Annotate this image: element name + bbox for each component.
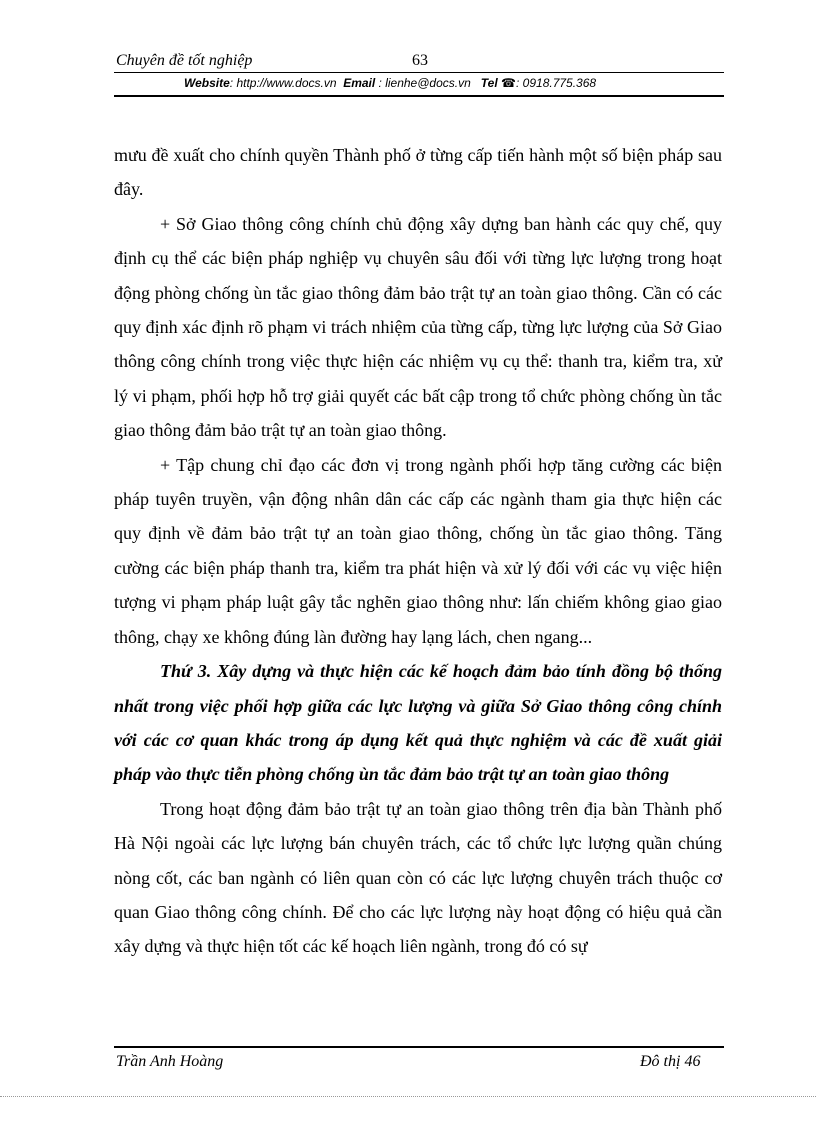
paragraph-3: + Tập chung chỉ đạo các đơn vị trong ngành phối hợp tăng cường các biện pháp tuyên truyền, vận động nhân dân các cấp các ngành tham gia thực hiện các quy định về đảm bảo trật tự an toàn giao thông, chống ùn tắc giao thông. Tăng cường các biện pháp thanh tra, kiểm tra phát hiện và xử lý đối với các vụ việc hiện tượng vi phạm pháp luật gây tắc nghẽn giao thông như: lấn chiếm không giao giao thông, chạy xe không đúng làn đường hay lạng lách, chen ngang... [114, 454, 722, 647]
header-contact-line [184, 76, 596, 90]
page-boundary [0, 1096, 816, 1097]
tel-label: Tel [480, 76, 498, 90]
paragraph-2: + Sở Giao thông công chính chủ động xây dựng ban hành các quy chế, quy định cụ thể các biện pháp nghiệp vụ chuyên sâu đối với từng lực lượng trong hoạt động phòng chống ùn tắc giao thông đảm bảo trật tự an toàn giao thông. Cần có các quy định xác định rõ phạm vi trách nhiệm của từng cấp, từng lực lượng của Sở Giao thông công chính trong việc thực hiện các nhiệm vụ cụ thể: thanh tra, kiểm tra, xử lý vi phạm, phối hợp hỗ trợ giải quyết các bất cập trong tổ chức phòng chống ùn tắc giao thông đảm bảo trật tự an toàn giao thông. [114, 213, 722, 441]
tel-value: : 0918.775.368 [516, 76, 597, 90]
phone-icon: ☎ [501, 76, 516, 90]
footer-author: Trần Anh Hoàng [116, 1053, 224, 1070]
email-value[interactable]: : lienhe@docs.vn [375, 76, 471, 90]
header-rule-top [114, 72, 724, 73]
header-title: Chuyên đề tốt nghiệp [116, 52, 253, 69]
email-label: Email [343, 76, 376, 90]
footer-class: Đô thị 46 [640, 1053, 701, 1070]
paragraph-1: mưu đề xuất cho chính quyền Thành phố ở từng cấp tiến hành một số biện pháp sau đây. [114, 145, 722, 200]
document-body [114, 138, 722, 964]
paragraph-4: Trong hoạt động đảm bảo trật tự an toàn giao thông trên địa bàn Thành phố Hà Nội ngoài các lực lượng bán chuyên trách, các tổ chức lực lượng quần chúng nòng cốt, các ban ngành có liên quan còn có các lực lượng chuyên trách thuộc cơ quan Giao thông công chính. Để cho các lực lượng này hoạt động có hiệu quả cần xây dựng và thực hiện tốt các kế hoạch liên ngành, trong đó có sự [114, 798, 722, 957]
page-number: 63 [412, 52, 428, 69]
website-url[interactable]: : http://www.docs.vn [229, 76, 337, 90]
header-rule-bottom [114, 95, 724, 97]
section-heading: Thứ 3. Xây dựng và thực hiện các kế hoạch đảm bảo tính đồng bộ thống nhất trong việc phối hợp giữa các lực lượng và giữa Sở Giao thông công chính với các cơ quan khác trong áp dụng kết quả thực nghiệm và các đề xuất giải pháp vào thực tiễn phòng chống ùn tắc đảm bảo trật tự an toàn giao thông [114, 661, 722, 785]
website-label: Website [184, 76, 230, 90]
footer-rule [114, 1046, 724, 1048]
